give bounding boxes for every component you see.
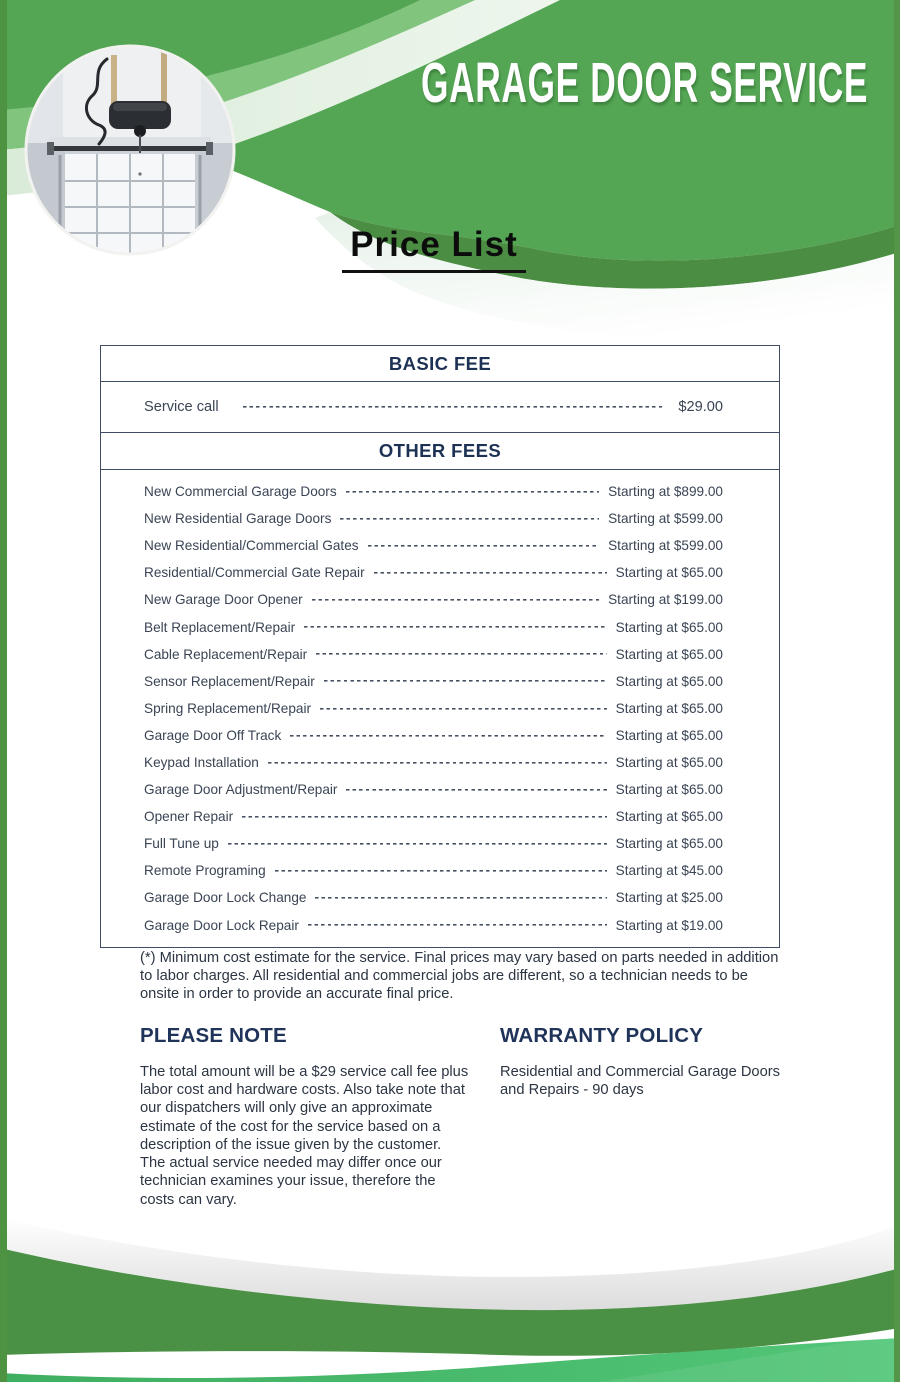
photo-opener-strap-left [111,55,117,107]
fee-row [101,532,779,559]
fee-label: New Commercial Garage Doors [144,484,337,500]
dotted-leader [324,675,607,687]
fee-price: Starting at $65.00 [615,646,723,662]
dotted-leader [340,513,599,525]
basic-fee-heading: BASIC FEE [101,346,779,382]
fee-price: Starting at $199.00 [608,592,723,608]
dotted-leader [308,919,607,931]
dotted-leader [242,811,607,823]
fee-row [101,776,779,803]
dotted-leader [312,594,599,606]
photo-torsion-bar [49,146,211,151]
fee-label: Residential/Commercial Gate Repair [144,565,365,581]
fee-price: Starting at $65.00 [615,782,723,798]
fee-row [101,857,779,884]
photo-opener-strap-right [161,51,167,103]
fee-label: New Residential/Commercial Gates [144,538,359,554]
fee-row [101,505,779,532]
fee-label: Sensor Replacement/Repair [144,673,315,689]
page-title: Price List [342,225,526,273]
fee-label: Service call [144,399,219,415]
fee-price: Starting at $899.00 [608,484,723,500]
fee-label: Full Tune up [144,836,219,852]
fee-label: New Garage Door Opener [144,592,303,608]
dotted-leader [368,540,600,552]
fee-price: Starting at $599.00 [608,511,723,527]
fee-row [101,586,779,613]
please-note-body: The total amount will be a $29 service call fee plus labor cost and hardware costs. Also take note that our dispatchers will only give an approximate estimate of the cost for the service based on a description of the issue given by the customer. The actual service needed may differ once our technician examines your issue, therefore the costs can vary. [140,1064,469,1208]
left-edge-stripe [0,0,7,1382]
fee-label: Keypad Installation [144,754,259,770]
fee-row [101,641,779,668]
other-fees-heading: OTHER FEES [101,432,779,470]
dotted-leader [346,784,606,796]
fee-row [101,613,779,640]
fee-row [101,668,779,695]
fee-label: Spring Replacement/Repair [144,700,311,716]
fee-row [101,884,779,911]
dotted-leader [316,648,606,660]
fee-price: $29.00 [678,399,723,415]
fee-price: Starting at $65.00 [615,700,723,716]
price-table [100,345,780,948]
basic-fee-rows [101,382,779,432]
dotted-leader [315,892,606,904]
page-title-wrap [0,225,884,273]
fee-label: Remote Programing [144,863,266,879]
fee-price: Starting at $65.00 [615,836,723,852]
warranty-policy-section [500,1024,785,1099]
fee-price: Starting at $19.00 [615,917,723,933]
fee-price: Starting at $65.00 [615,727,723,743]
fee-row [101,695,779,722]
warranty-policy-body: Residential and Commercial Garage Doors and Repairs - 90 days [500,1064,781,1099]
dotted-leader [268,756,607,768]
dotted-leader [228,838,607,850]
fee-row [101,803,779,830]
dotted-leader [374,567,607,579]
fee-label: Garage Door Lock Repair [144,917,299,933]
fee-label: New Residential Garage Doors [144,511,332,527]
dotted-leader [290,729,606,741]
please-note-heading: PLEASE NOTE [140,1024,287,1047]
fee-price: Starting at $65.00 [615,673,723,689]
fee-row [101,559,779,586]
right-edge-stripe [894,0,900,1382]
fee-row [101,722,779,749]
fee-row [101,749,779,776]
fee-label: Belt Replacement/Repair [144,619,296,635]
fee-row [101,382,779,432]
dotted-leader [346,486,599,498]
footnote: (*) Minimum cost estimate for the service. Final prices may vary based on parts needed in addition to labor charges. All residential and commercial jobs are different, so a technician needs to be onsite in order to provide an accurate final price. [140,950,779,1002]
please-note-section [140,1024,470,1209]
fee-label: Cable Replacement/Repair [144,646,308,662]
brand-title: GARAGE DOOR SERVICE [420,51,868,115]
fee-row [101,912,779,939]
fee-price: Starting at $65.00 [615,565,723,581]
dotted-leader [320,702,607,714]
fee-price: Starting at $65.00 [615,754,723,770]
fee-label: Garage Door Lock Change [144,890,307,906]
dotted-leader [304,621,607,633]
other-fees-rows [101,470,779,947]
fee-row [101,478,779,505]
fee-label: Opener Repair [144,809,234,825]
fee-label: Garage Door Off Track [144,727,282,743]
fee-row [101,830,779,857]
fee-price: Starting at $45.00 [615,863,723,879]
fee-price: Starting at $65.00 [615,619,723,635]
fee-label: Garage Door Adjustment/Repair [144,782,338,798]
dotted-leader [275,865,607,877]
dotted-leader [243,401,663,413]
fee-price: Starting at $65.00 [615,809,723,825]
fee-price: Starting at $599.00 [608,538,723,554]
warranty-policy-heading: WARRANTY POLICY [500,1024,704,1047]
fee-price: Starting at $25.00 [615,890,723,906]
